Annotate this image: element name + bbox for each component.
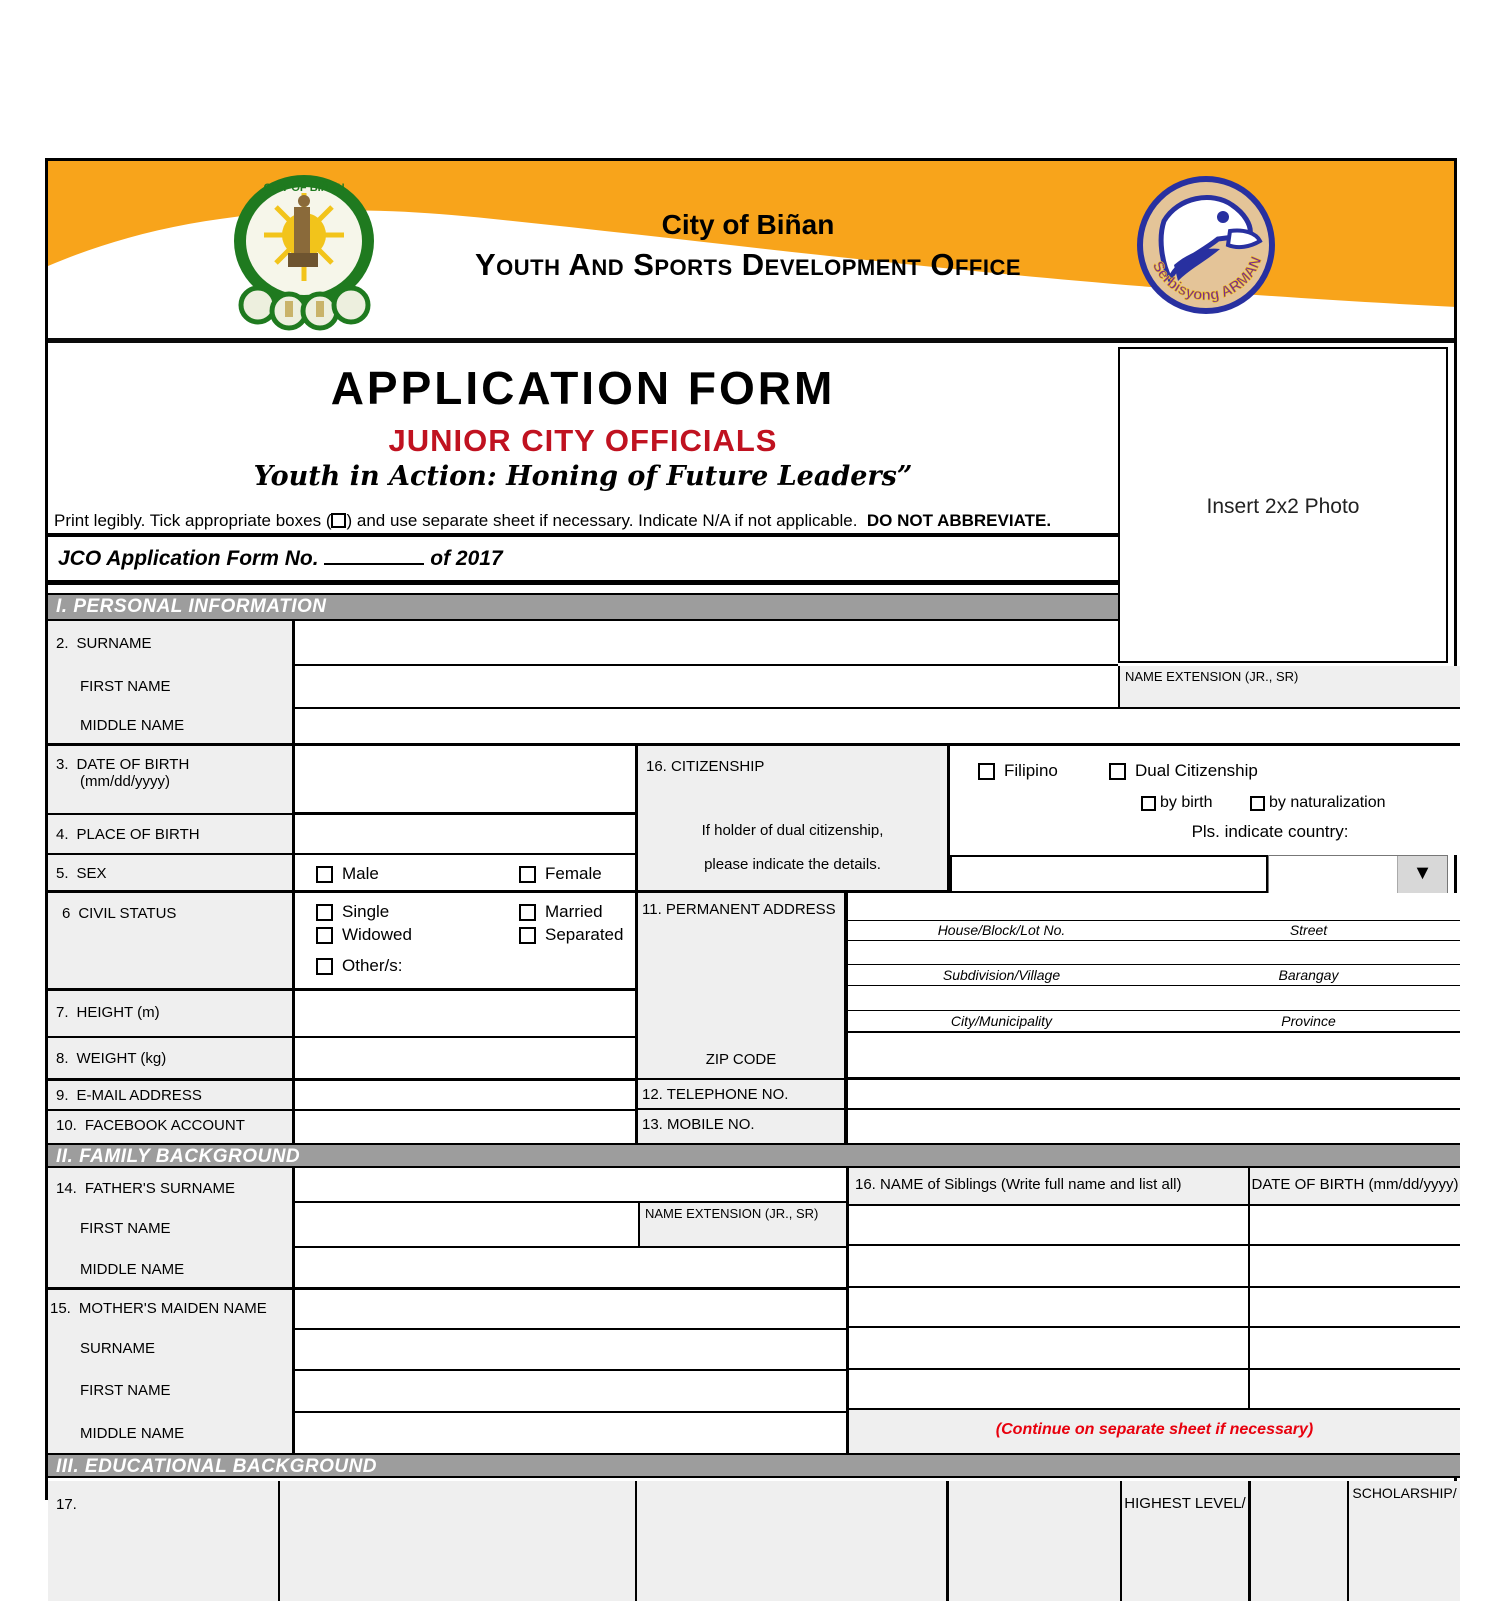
address-line2-labels: Subdivision/Village Barangay [846, 965, 1460, 986]
siblings-header-dob: DATE OF BIRTH (mm/dd/yyyy) [1250, 1168, 1460, 1206]
widowed-checkbox[interactable] [316, 927, 333, 944]
civil-status-label-cell: 6 CIVIL STATUS [48, 893, 295, 991]
zip-code-input[interactable] [846, 1033, 1460, 1080]
surname-input[interactable] [295, 621, 1118, 666]
form-number-label: JCO Application Form No. [58, 547, 319, 570]
siblings-continue-note: (Continue on separate sheet if necessary) [846, 1410, 1460, 1453]
separated-checkbox[interactable] [519, 927, 536, 944]
father-middle-name-input[interactable] [295, 1248, 846, 1290]
civil-status-options-cell: Single Married Widowed Separated Other/s: [295, 893, 638, 991]
sibling-dob-input[interactable] [1250, 1328, 1460, 1370]
permanent-address-label-cell: 11. PERMANENT ADDRESS ZIP CODE [638, 893, 846, 1080]
female-checkbox[interactable] [519, 866, 536, 883]
form-year: 2017 [455, 547, 503, 570]
address-line2-input[interactable] [846, 941, 1460, 965]
height-input[interactable] [295, 991, 638, 1038]
form-title: APPLICATION FORM [330, 362, 836, 414]
form-frame [45, 158, 1459, 1513]
height-label-cell: 7. HEIGHT (m) [48, 991, 295, 1038]
email-input[interactable] [295, 1081, 638, 1111]
dob-label-cell: 3. DATE OF BIRTH (mm/dd/yyyy) [48, 746, 295, 815]
address-line3-input[interactable] [846, 986, 1460, 1011]
civil-other-checkbox[interactable] [316, 958, 333, 975]
sex-options-cell: Male Female [295, 855, 638, 893]
middle-name-input[interactable] [295, 709, 1460, 746]
citizenship-details-input[interactable] [950, 855, 1268, 893]
header-city-title: City of Biñan [661, 209, 835, 240]
serbisyong-arman-eagle-icon [1126, 169, 1286, 327]
form-number-row: JCO Application Form No. of 2017 [48, 537, 1118, 585]
name-extension-header: NAME EXTENSION (JR., SR) [1118, 666, 1460, 709]
section-family-heading: II. FAMILY BACKGROUND [48, 1143, 1460, 1168]
mother-labels-cell: 15. MOTHER'S MAIDEN NAME SURNAME FIRST NAME MIDDLE NAME [48, 1290, 295, 1453]
address-line1-input[interactable] [846, 893, 1460, 921]
form-tagline: Youth in Action: Honing of Future Leaders” [253, 461, 913, 492]
dob-input[interactable] [295, 746, 638, 815]
section-personal-heading: I. PERSONAL INFORMATION [48, 593, 1118, 621]
first-name-input[interactable] [295, 666, 1118, 709]
single-checkbox[interactable] [316, 904, 333, 921]
header-banner [48, 161, 1454, 343]
country-dropdown[interactable] [1268, 855, 1448, 895]
weight-input[interactable] [295, 1038, 638, 1081]
sibling-name-input[interactable] [846, 1370, 1250, 1410]
sample-checkbox-icon [331, 513, 346, 528]
mother-maiden-name-input[interactable] [295, 1290, 846, 1330]
facebook-label-cell: 10. FACEBOOK ACCOUNT [48, 1111, 295, 1143]
telephone-label-cell: 12. TELEPHONE NO. [638, 1080, 846, 1110]
sibling-name-input[interactable] [846, 1246, 1250, 1288]
photo-placeholder-text: Insert 2x2 Photo [1206, 495, 1360, 518]
sibling-dob-input[interactable] [1250, 1288, 1460, 1328]
address-line3-labels: City/Municipality Province [846, 1011, 1460, 1033]
education-highest-level-header-cell: HIGHEST LEVEL/ [1122, 1481, 1251, 1601]
male-checkbox[interactable] [316, 866, 333, 883]
father-labels-cell: 14. FATHER'S SURNAME FIRST NAME MIDDLE NAME [48, 1168, 295, 1290]
form-instructions: Print legibly. Tick appropriate boxes ( ) and use separate sheet if necessary. Indicate N/A if not applicable. DO NOT ABBREVIATE. [54, 511, 1052, 530]
father-name-extension-header: NAME EXTENSION (JR., SR) [638, 1203, 846, 1248]
education-scholarship-header-cell: SCHOLARSHIP/ [1349, 1481, 1460, 1601]
header-office-title: Youth And Sports Development Office [474, 247, 1022, 282]
name-labels-cell: 2. SURNAME FIRST NAME MIDDLE NAME [48, 621, 295, 746]
mobile-input[interactable] [846, 1110, 1460, 1143]
filipino-checkbox[interactable] [978, 763, 995, 780]
facebook-input[interactable] [295, 1111, 638, 1143]
dropdown-arrow-icon[interactable]: ▼ [1397, 856, 1447, 894]
weight-label-cell: 8. WEIGHT (kg) [48, 1038, 295, 1081]
mother-surname-input[interactable] [295, 1330, 846, 1371]
section-education-heading: III. EDUCATIONAL BACKGROUND [48, 1453, 1460, 1478]
citizenship-options-cell: Filipino Dual Citizenship by birth by naturalization Pls. indicate country: [950, 746, 1460, 855]
pob-input[interactable] [295, 815, 638, 855]
address-line1-labels: House/Block/Lot No. Street [846, 921, 1460, 941]
form-number-blank[interactable] [324, 547, 424, 565]
telephone-input[interactable] [846, 1080, 1460, 1110]
dual-citizenship-checkbox[interactable] [1109, 763, 1126, 780]
sibling-name-input[interactable] [846, 1328, 1250, 1370]
married-checkbox[interactable] [519, 904, 536, 921]
country-label: Pls. indicate country: [1191, 822, 1349, 841]
sibling-dob-input[interactable] [1250, 1246, 1460, 1288]
pob-label-cell: 4. PLACE OF BIRTH [48, 815, 295, 855]
email-label-cell: 9. E-MAIL ADDRESS [48, 1081, 295, 1111]
photo-placeholder-box[interactable] [1118, 347, 1448, 663]
svg-text:Serbisyong ARMAN: Serbisyong ARMAN [1148, 254, 1266, 304]
education-school-header-cell [280, 1481, 637, 1601]
siblings-header-name: 16. NAME of Siblings (Write full name and list all) [846, 1168, 1250, 1206]
sibling-name-input[interactable] [846, 1206, 1250, 1246]
form-subtitle: JUNIOR CITY OFFICIALS [388, 423, 778, 458]
education-course-header-cell [637, 1481, 949, 1601]
by-naturalization-checkbox[interactable] [1250, 796, 1265, 811]
sibling-name-input[interactable] [846, 1288, 1250, 1328]
education-row-label-cell: 17. [48, 1481, 280, 1601]
sex-label-cell: 5. SEX [48, 855, 295, 893]
education-units-header-cell [1251, 1481, 1349, 1601]
sibling-dob-input[interactable] [1250, 1370, 1460, 1410]
education-year-header-cell [949, 1481, 1122, 1601]
mother-first-name-input[interactable] [295, 1371, 846, 1413]
mother-middle-name-input[interactable] [295, 1413, 846, 1453]
svg-text:CITY OF BIÑAN: CITY OF BIÑAN [263, 182, 345, 194]
father-first-name-input[interactable] [295, 1203, 638, 1248]
sibling-dob-input[interactable] [1250, 1206, 1460, 1246]
by-birth-checkbox[interactable] [1141, 796, 1156, 811]
mobile-label-cell: 13. MOBILE NO. [638, 1110, 846, 1143]
father-surname-input[interactable] [295, 1168, 846, 1203]
citizenship-label-cell: 16. CITIZENSHIP If holder of dual citizenship, please indicate the details. [638, 746, 950, 893]
